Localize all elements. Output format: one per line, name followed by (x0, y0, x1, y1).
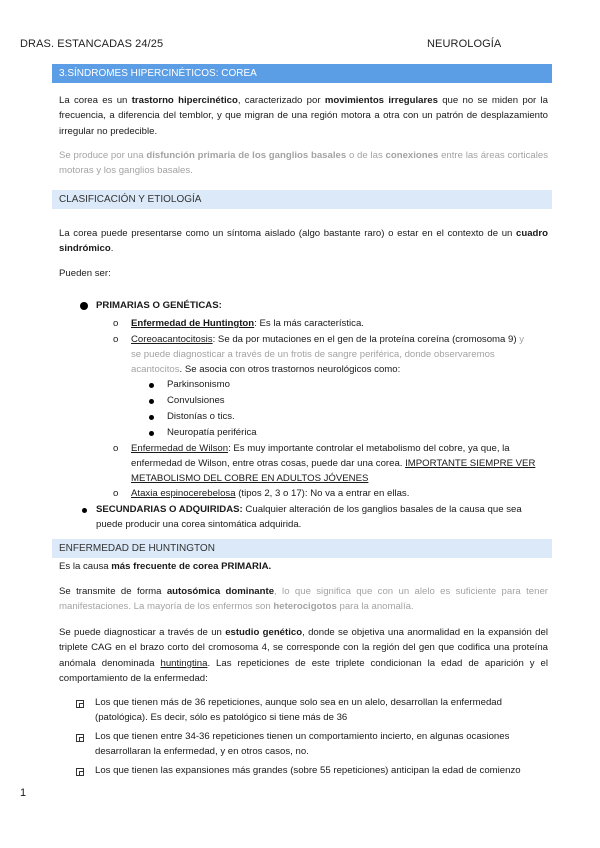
bullet-icon (80, 302, 88, 310)
text: Se produce por una (59, 150, 147, 161)
text-bold: trastorno hipercinético (131, 95, 238, 106)
list-item: Los que tienen más de 36 repeticiones, aunque solo sea en un alelo, desarrollan la enfermedad (95, 697, 502, 708)
bullet-icon (82, 508, 87, 513)
text: (tipos 2, 3 o 17): No va a entrar en ellas. (235, 488, 410, 499)
text-bold: cuadro sindrómico (59, 228, 548, 255)
text-bold: autosómica dominante (166, 586, 275, 597)
underlined-text: Enfermedad de Wilson (131, 443, 229, 454)
list-item: Parkinsonismo (167, 379, 230, 390)
text-bold: estudio genético (225, 627, 303, 638)
text-bold: más frecuente de corea PRIMARIA. (111, 561, 272, 572)
wilson-line2 (131, 456, 535, 471)
corea-definition-paragraph (59, 93, 548, 139)
list-item: Convulsiones (167, 395, 225, 406)
huntington-item (131, 316, 364, 331)
text: : Es muy importante controlar el metabolismo del cobre, ya que, la (228, 443, 510, 454)
list-item: Distonías o tics. (167, 411, 235, 422)
corea-cause-paragraph (59, 148, 548, 179)
link-text: Enfermedad de Huntington (131, 318, 255, 329)
text: . Se asocia con otros trastornos neurológicos como: (179, 364, 401, 375)
coreoacantocitosis-item (131, 332, 524, 347)
header-left: DRAS. ESTANCADAS 24/25 (20, 38, 164, 50)
huntington-transmission-paragraph (59, 584, 548, 615)
list-item-line2: (patológica). Es decir, sólo es patológico si tiene más de 36 (95, 712, 348, 723)
marker-o: o (113, 318, 119, 329)
secundarias-line2: puede producir una corea sintomática adquirida. (96, 519, 302, 530)
huntington-intro (59, 559, 271, 574)
text: La corea puede presentarse como un síntoma aislado (algo bastante raro) o estar en el contexto de un (59, 228, 516, 239)
list-item: Los que tienen entre 34-36 repeticiones tienen un comportamiento incierto, en algunas ocasiones (95, 731, 510, 742)
text: enfermedad de Wilson, entre otras cosas, puede dar una corea. (131, 458, 406, 469)
text-grey: acantocitos (131, 364, 180, 375)
text-grey: , lo que significa que con un alelo es suficiente para tener manifestaciones. La mayoría de los enfermos son (59, 586, 548, 613)
coreoacantocitosis-line3 (131, 362, 400, 377)
pueden-ser-text: Pueden ser: (59, 268, 111, 279)
text-bold: disfunción primaria de los ganglios basales (146, 150, 347, 161)
underlined-text: Ataxia espinocerebelosa (131, 488, 236, 499)
text: entre las áreas corticales motoras y los ganglios basales. (59, 150, 549, 177)
text: Es la causa (59, 561, 112, 572)
page-number: 1 (20, 787, 27, 799)
text-bold: movimientos irregulares (324, 95, 438, 106)
wilson-item (131, 441, 510, 456)
important-text: IMPORTANTE SIEMPRE VER (405, 458, 536, 469)
text-bold: SECUNDARIAS O ADQUIRIDAS: (96, 504, 243, 515)
bullet-icon (149, 415, 154, 420)
text: Se transmite de forma (59, 586, 167, 597)
bullet-icon (149, 383, 154, 388)
section-title-corea: 3.SÍNDROMES HIPERCINÉTICOS: COREA (52, 64, 552, 83)
text: , caracterizado por (237, 95, 325, 106)
bullet-icon (149, 431, 154, 436)
header-right: NEUROLOGÍA (427, 38, 502, 50)
list-item: Neuropatía periférica (167, 427, 257, 438)
text: , donde se objetiva una anormalidad en la expansión del triplete CAG en el brazo corto del cromosoma 4, se corresponde con la región del gen que codifica una proteína anómala denominada (59, 627, 548, 669)
text: Cualquier alteración de los ganglios basales de la causa que sea (242, 504, 522, 515)
section-title-huntington: ENFERMEDAD DE HUNTINGTON (52, 539, 552, 558)
text: Se puede diagnosticar a través de un (59, 627, 226, 638)
text-bold-grey: heterocigotos (273, 601, 337, 613)
checkbox-bullet-icon (76, 734, 84, 742)
clasificacion-paragraph (59, 226, 548, 257)
text-bold: conexiones (385, 150, 439, 161)
checkbox-bullet-icon (76, 768, 84, 776)
text-grey: y (516, 334, 525, 345)
text: o de las (346, 150, 386, 161)
underlined-text: Coreoacantocitosis (131, 334, 213, 345)
bullet-icon (149, 399, 154, 404)
text-grey: para la anomalía. (336, 601, 414, 613)
text: que no se miden por la frecuencia, a diferencia del temblor, y que migran de una región motora a otra con un patrón de desplazamiento irregular no predecible. (59, 95, 549, 137)
text: La corea es un (59, 95, 132, 106)
ataxia-item (131, 486, 409, 501)
text: : Se da por mutaciones en el gen de la proteína coreína (cromosoma 9) (212, 334, 517, 345)
marker-o: o (113, 443, 119, 454)
text: : Es la más característica. (254, 318, 364, 329)
text: . (110, 243, 114, 255)
list-item-line2: desarrollaran la enfermedad, y en otros casos, no. (95, 746, 309, 757)
secundarias-item (96, 502, 522, 517)
text: . Las repeticiones de este triplete condicionan la edad de aparición y el comportamiento de la enfermedad: (59, 657, 548, 685)
checkbox-bullet-icon (76, 700, 84, 708)
underlined-text: huntingtina (160, 657, 208, 669)
huntington-diagnosis-paragraph (59, 625, 548, 686)
coreoacantocitosis-line2: se puede diagnosticar a través de un frotis de sangre periférica, donde observaremos (131, 349, 495, 360)
list-item: Los que tienen las expansiones más grandes (sobre 55 repeticiones) anticipan la edad de comienzo (95, 765, 521, 776)
primarias-label: PRIMARIAS O GENÉTICAS: (96, 300, 222, 311)
marker-o: o (113, 488, 119, 499)
marker-o: o (113, 334, 119, 345)
wilson-line3: METABOLISMO DEL COBRE EN ADULTOS JÓVENES (131, 473, 369, 484)
section-title-clasificacion: CLASIFICACIÓN Y ETIOLOGÍA (52, 190, 552, 209)
